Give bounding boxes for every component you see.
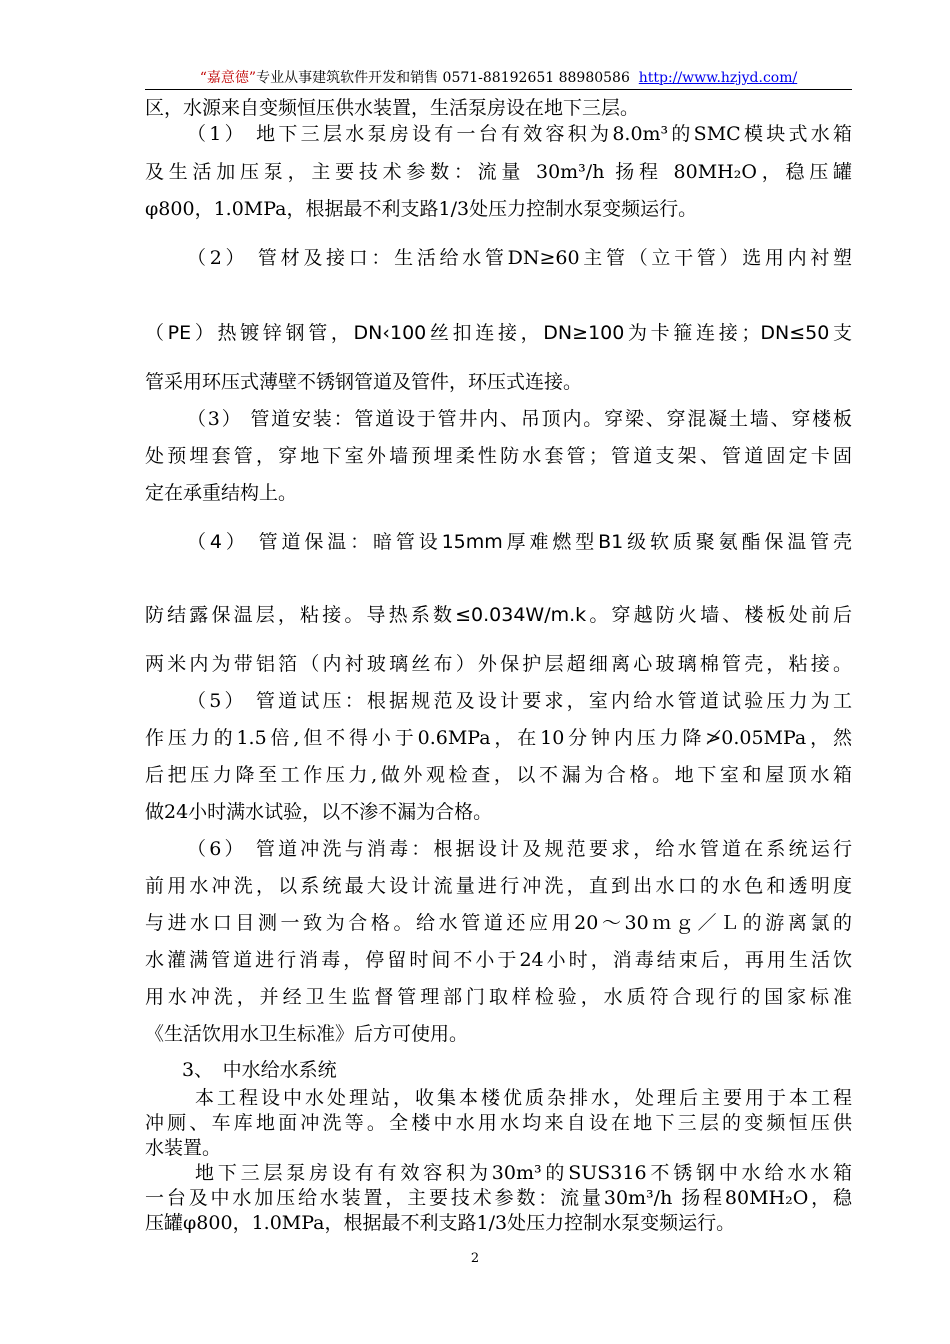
text-line: 一台及中水加压给水装置，主要技术参数：流量30m³/h 扬程80MH₂O，稳 bbox=[145, 1187, 852, 1209]
text-line: 定在承重结构上。 bbox=[145, 482, 298, 504]
text-line: （5） 管道试压：根据规范及设计要求，室内给水管道试验压力为工 bbox=[187, 690, 852, 712]
text-line: φ800，1.0MPa，根据最不利支路1/3处压力控制水泵变频运行。 bbox=[145, 198, 698, 220]
section-heading: 3、 中水给水系统 bbox=[182, 1059, 337, 1081]
text-line: 区，水源来自变频恒压供水装置，生活泵房设在地下三层。 bbox=[145, 97, 640, 119]
text-line: 冲厕、车库地面冲洗等。全楼中水用水均来自设在地下三层的变频恒压供 bbox=[145, 1112, 852, 1134]
text-line: 本工程设中水处理站，收集本楼优质杂排水，处理后主要用于本工程 bbox=[195, 1087, 852, 1109]
text-line: 后把压力降至工作压力,做外观检查，以不漏为合格。地下室和屋顶水箱 bbox=[145, 764, 852, 786]
header-rule bbox=[145, 89, 852, 90]
text-line: 管采用环压式薄壁不锈钢管道及管件，环压式连接。 bbox=[145, 371, 583, 393]
text-line: 水装置。 bbox=[145, 1137, 222, 1159]
text-line: 水灌满管道进行消毒，停留时间不小于24小时，消毒结束后，再用生活饮 bbox=[145, 949, 852, 971]
text-line: 作压力的1.5倍,但不得小于0.6MPa，在10分钟内压力降≯0.05MPa，然 bbox=[145, 727, 852, 749]
text-line: 地下三层泵房设有有效容积为30m³的SUS316不锈钢中水给水水箱 bbox=[195, 1162, 852, 1184]
text-line: （6） 管道冲洗与消毒：根据设计及规范要求，给水管道在系统运行 bbox=[187, 838, 852, 860]
page-number: 2 bbox=[470, 1251, 480, 1266]
text-line: 用水冲洗，并经卫生监督管理部门取样检验，水质符合现行的国家标准 bbox=[145, 986, 852, 1008]
text-line: 与进水口目测一致为合格。给水管道还应用20～30ｍｇ／Ｌ的游离氯的 bbox=[145, 912, 852, 934]
text-line: 前用水冲洗，以系统最大设计流量进行冲洗，直到出水口的水色和透明度 bbox=[145, 875, 852, 897]
text-line: 《生活饮用水卫生标准》后方可使用。 bbox=[145, 1023, 469, 1045]
text-line: 防结露保温层，粘接。导热系数≤0.034W/m.k。穿越防火墙、楼板处前后 bbox=[145, 604, 852, 626]
header-url-link[interactable]: http://www.hzjyd.com/ bbox=[638, 70, 798, 86]
text-line: （1） 地下三层水泵房设有一台有效容积为8.0m³的SMC模块式水箱 bbox=[187, 123, 852, 145]
text-line: （2） 管材及接口：生活给水管DN≥60主管（立干管）选用内衬塑 bbox=[187, 247, 852, 269]
page-header bbox=[145, 68, 852, 88]
text-line: 做24小时满水试验，以不渗不漏为合格。 bbox=[145, 801, 493, 823]
text-line: 两米内为带铝箔（内衬玻璃丝布）外保护层超细离心玻璃棉管壳，粘接。 bbox=[145, 653, 852, 675]
header-brand: “嘉意德” bbox=[199, 70, 257, 86]
text-line: （4） 管道保温：暗管设15mm厚难燃型B1级软质聚氨酯保温管壳 bbox=[187, 531, 852, 553]
header-company: 专业从事建筑软件开发和销售 0571-88192651 88980586 bbox=[256, 70, 630, 86]
text-line: 压罐φ800，1.0MPa，根据最不利支路1/3处压力控制水泵变频运行。 bbox=[145, 1212, 736, 1234]
text-line: （PE）热镀锌钢管，DN‹100丝扣连接，DN≥100为卡箍连接；DN≤50支 bbox=[145, 322, 852, 344]
text-line: 处预埋套管，穿地下室外墙预埋柔性防水套管；管道支架、管道固定卡固 bbox=[145, 445, 852, 467]
text-line: （3） 管道安装：管道设于管井内、吊顶内。穿梁、穿混凝土墙、穿楼板 bbox=[187, 408, 852, 430]
text-line: 及生活加压泵，主要技术参数：流量 30m³/h 扬程 80MH₂O，稳压罐 bbox=[145, 161, 852, 183]
